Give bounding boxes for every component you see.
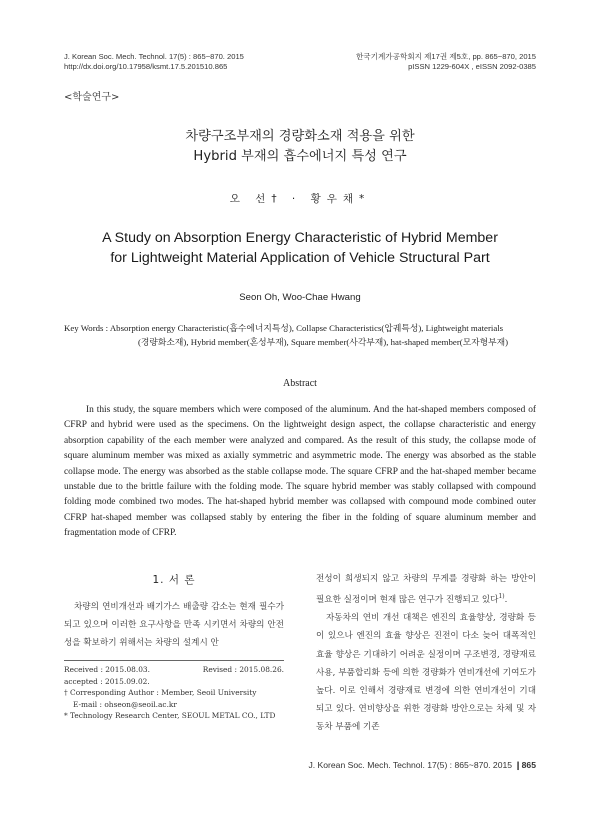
journal-citation: J. Korean Soc. Mech. Technol. 17(5) : 865~870. 2015 [64,52,244,61]
page-number: 865 [521,760,536,770]
accepted-date: accepted : 2015.09.02. [64,676,150,686]
reference-marker[interactable]: 1) [498,593,505,601]
page-footer [300,760,536,771]
title-en-line1: A Study on Absorption Energy Characteristic of Hybrid Member [102,230,498,246]
title-kr-line2: Hybrid 부재의 흡수에너지 특성 연구 [193,149,407,164]
doi-link[interactable]: http://dx.doi.org/10.17958/ksmt.17.5.201510.865 [64,62,228,71]
journal-citation-kr: 한국기계가공학회지 제17권 제5호, pp. 865~870, 2015 [355,52,536,61]
section-heading-introduction: 1. 서 론 [152,574,196,586]
keywords [64,322,544,349]
journal-header-left [64,52,244,72]
right-column-text [316,570,536,737]
keywords-label: Key Words : [64,323,110,333]
left-column-text: 차량의 연비개선과 배기가스 배출량 감소는 현재 필수가 되고 있으며 이러한 요구사항을 만족 시키면서 차량의 안전성을 확보하기 위해서는 차량의 설계시 안 [64,602,284,649]
footer-separator: ❙ [514,760,522,770]
right-paragraph-1 [316,570,536,609]
authors-kr: 오 선† · 황우채* [229,193,371,205]
email[interactable]: E-mail : ohseon@seoil.ac.kr [73,699,177,709]
abstract-heading: Abstract [283,378,317,389]
keywords-line2: (경량화소재), Hybrid member(혼성부재), Square member(사각부재), hat-shaped member(모자형부재) [138,336,509,347]
received-date: Received : 2015.08.03. [64,665,150,674]
footer-citation: J. Korean Soc. Mech. Technol. 17(5) : 865~870. 2015 [308,760,515,770]
title-en-line2: for Lightweight Material Application of Vehicle Structural Part [110,250,490,266]
revised-date: Revised : 2015.08.26. [202,665,284,674]
title-kr-line1: 차량구조부재의 경량화소재 적용을 위한 [185,129,415,144]
affiliation: * Technology Research Center, SEOUL METAL CO., LTD [64,711,276,720]
right-paragraph-1-end: . [504,595,508,606]
journal-header-right [300,52,536,72]
keywords-line1: Absorption energy Characteristic(흡수에너지특성), Collapse Characteristics(압궤특성), Lightweight materials [109,323,504,333]
abstract-text: In this study, the square members which were composed of the aluminum. And the hat-shaped members composed of CFRP and hybrid were used as the specimens. On the lightweight design aspect, the collapse characteristic and energy absorption capability of the each member were analyzed and compared. As the result of this study, the collapse mode of square aluminum member was mixed as axially symmetric and asymmetric mode. The energy was absorbed as the stable collapse mode. The energy was absorbed as the stable collapse mode. The square CFRP and the hat-shaped member became unstable due to the brittle failure with the folding mode. The square hybrid member was stably collapsed with compound folding mode combined two modes. The hat-shaped hybrid member was collapsed with compound mode combined outer CFRP hat-shaped member was collapsed stably by entering the fiber in the folding of square aluminum member and fragmentation mode of CFRP. [64,405,536,539]
right-paragraph-1-text: 전성이 희생되지 않고 차량의 무게를 경량화 하는 방안이 필요한 실정이며 현재 많은 연구가 진행되고 있다 [316,574,536,606]
footnote-divider [64,660,284,661]
issn: pISSN 1229-604X , eISSN 2092-0385 [408,62,536,71]
corresponding-author: † Corresponding Author : Member, Seoil University [64,688,257,697]
article-category: <학술연구> [64,92,120,103]
authors-en: Seon Oh, Woo-Chae Hwang [239,292,361,303]
footnotes [64,664,294,722]
right-paragraph-2: 자동차의 연비 개선 대책은 엔진의 효율향상, 경량화 등이 있으나 엔진의 효율 향상은 진전이 다소 늦어 대폭적인 효율 향상은 기대하기 어려운 실정이며 구조변경, 경량재료 사용, 부품합리화 등에 의한 경량화가 연비개선에 기여도가 높다. 이로 인해서 경량재료 변경에 의한 연비개선이 기대되고 있다. 연비향상을 위한 경량화 방안으로는 차체 및 자동차 부품에 기존 [316,613,536,733]
